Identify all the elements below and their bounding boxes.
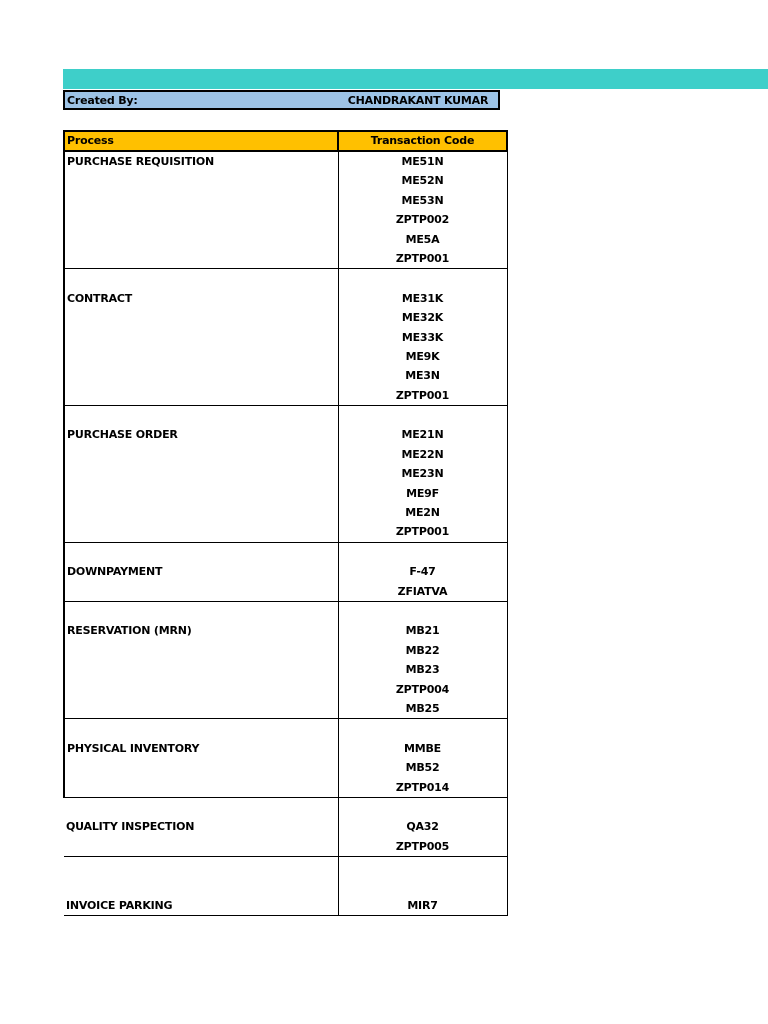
transaction-code: MB25 [405, 701, 440, 715]
process-name: QUALITY INSPECTION [66, 820, 195, 834]
table-row [64, 797, 507, 856]
process-name: PHYSICAL INVENTORY [67, 741, 200, 755]
transaction-code: ME32K [401, 311, 444, 325]
blank-line [65, 249, 338, 268]
transaction-code: ZFIATVA [397, 584, 448, 598]
transaction-code: ME31K [401, 291, 444, 305]
transaction-code-cell [338, 797, 507, 856]
blank-line [339, 406, 507, 425]
transaction-code: MB22 [405, 643, 440, 657]
transaction-code: ME9F [406, 486, 439, 500]
transaction-code: MB21 [405, 624, 440, 638]
transaction-code: MMBE [404, 741, 441, 755]
blank-line [64, 876, 338, 895]
blank-line [65, 366, 338, 385]
blank-line [64, 798, 338, 817]
table-row [64, 601, 507, 718]
process-name: PURCHASE REQUISITION [67, 155, 215, 168]
blank-line [339, 857, 507, 876]
blank-line [65, 386, 338, 405]
blank-line [65, 191, 338, 210]
blank-line [65, 445, 338, 464]
created-by-row [63, 90, 500, 110]
process-cell [64, 857, 338, 916]
transaction-code-cell [338, 269, 507, 406]
transaction-code-cell [338, 542, 507, 601]
transaction-code: ZPTP005 [395, 839, 450, 853]
blank-line [65, 680, 338, 699]
blank-line [339, 269, 507, 288]
process-name: DOWNPAYMENT [67, 565, 163, 579]
process-name: INVOICE PARKING [66, 898, 173, 912]
blank-line [65, 464, 338, 483]
blank-line [65, 602, 338, 621]
transaction-code: ZPTP002 [395, 213, 450, 227]
table-row [64, 269, 507, 406]
table-body [64, 151, 507, 916]
transaction-code: QA32 [406, 820, 439, 834]
process-name: CONTRACT [67, 291, 133, 305]
transaction-code: ME21N [401, 428, 444, 442]
process-column-header: Process [64, 131, 338, 151]
transaction-code: ZPTP004 [395, 682, 450, 696]
process-cell [64, 601, 338, 718]
transaction-code: ME33K [401, 330, 444, 344]
transaction-code: MB52 [405, 761, 440, 775]
process-cell [64, 269, 338, 406]
blank-line [65, 582, 338, 601]
blank-line [65, 347, 338, 366]
blank-line [65, 641, 338, 660]
process-cell [64, 797, 338, 856]
blank-line [339, 602, 507, 621]
blank-line [339, 543, 507, 562]
transaction-code: ME22N [401, 447, 444, 461]
table-row [64, 406, 507, 543]
transaction-code: ME52N [401, 174, 444, 188]
process-cell [64, 719, 338, 798]
transaction-code-cell [338, 406, 507, 543]
process-name: RESERVATION (MRN) [67, 624, 192, 638]
transaction-code: ZPTP014 [395, 780, 450, 794]
process-cell [64, 406, 338, 543]
blank-line [65, 308, 338, 327]
blank-line [65, 522, 338, 541]
table-row [64, 542, 507, 601]
transaction-code: ME2N [405, 506, 440, 520]
transaction-code: ME3N [405, 369, 440, 383]
transaction-code: ME5A [405, 232, 440, 246]
transaction-code: F-47 [409, 565, 436, 579]
blank-line [65, 699, 338, 718]
process-cell [64, 151, 338, 269]
table-row [64, 719, 507, 798]
blank-line [65, 719, 338, 738]
transaction-code: MB23 [405, 663, 440, 677]
transaction-code: ME53N [401, 193, 444, 207]
transaction-code-cell [338, 857, 507, 916]
transaction-code: ME23N [401, 467, 444, 481]
table-header-row [64, 131, 507, 151]
process-cell [64, 542, 338, 601]
transaction-code-cell [338, 601, 507, 718]
transaction-code-cell [338, 151, 507, 269]
blank-line [65, 484, 338, 503]
transaction-code: ZPTP001 [395, 388, 450, 402]
blank-line [64, 837, 338, 856]
title-banner [63, 69, 768, 89]
blank-line [65, 778, 338, 797]
blank-line [65, 210, 338, 229]
blank-line [65, 660, 338, 679]
blank-line [65, 230, 338, 249]
table-row [64, 857, 507, 916]
transaction-code: ZPTP001 [395, 251, 450, 265]
transaction-code: ME51N [401, 155, 444, 168]
created-by-value: CHANDRAKANT KUMAR [347, 94, 489, 107]
blank-line [65, 171, 338, 190]
blank-line [65, 503, 338, 522]
transaction-code-cell [338, 719, 507, 798]
blank-line [339, 798, 507, 817]
blank-line [65, 269, 338, 288]
transaction-code: MIR7 [407, 898, 438, 912]
blank-line [65, 406, 338, 425]
transaction-code-table [63, 130, 508, 916]
process-name: PURCHASE ORDER [67, 428, 178, 442]
transaction-code-column-header: Transaction Code [338, 131, 507, 151]
blank-line [339, 876, 507, 895]
table-row [64, 151, 507, 269]
blank-line [65, 758, 338, 777]
blank-line [339, 719, 507, 738]
created-by-label: Created By: [67, 94, 138, 107]
transaction-code: ZPTP001 [395, 525, 450, 539]
transaction-code: ME9K [405, 349, 440, 363]
blank-line [65, 543, 338, 562]
blank-line [64, 857, 338, 876]
blank-line [65, 328, 338, 347]
